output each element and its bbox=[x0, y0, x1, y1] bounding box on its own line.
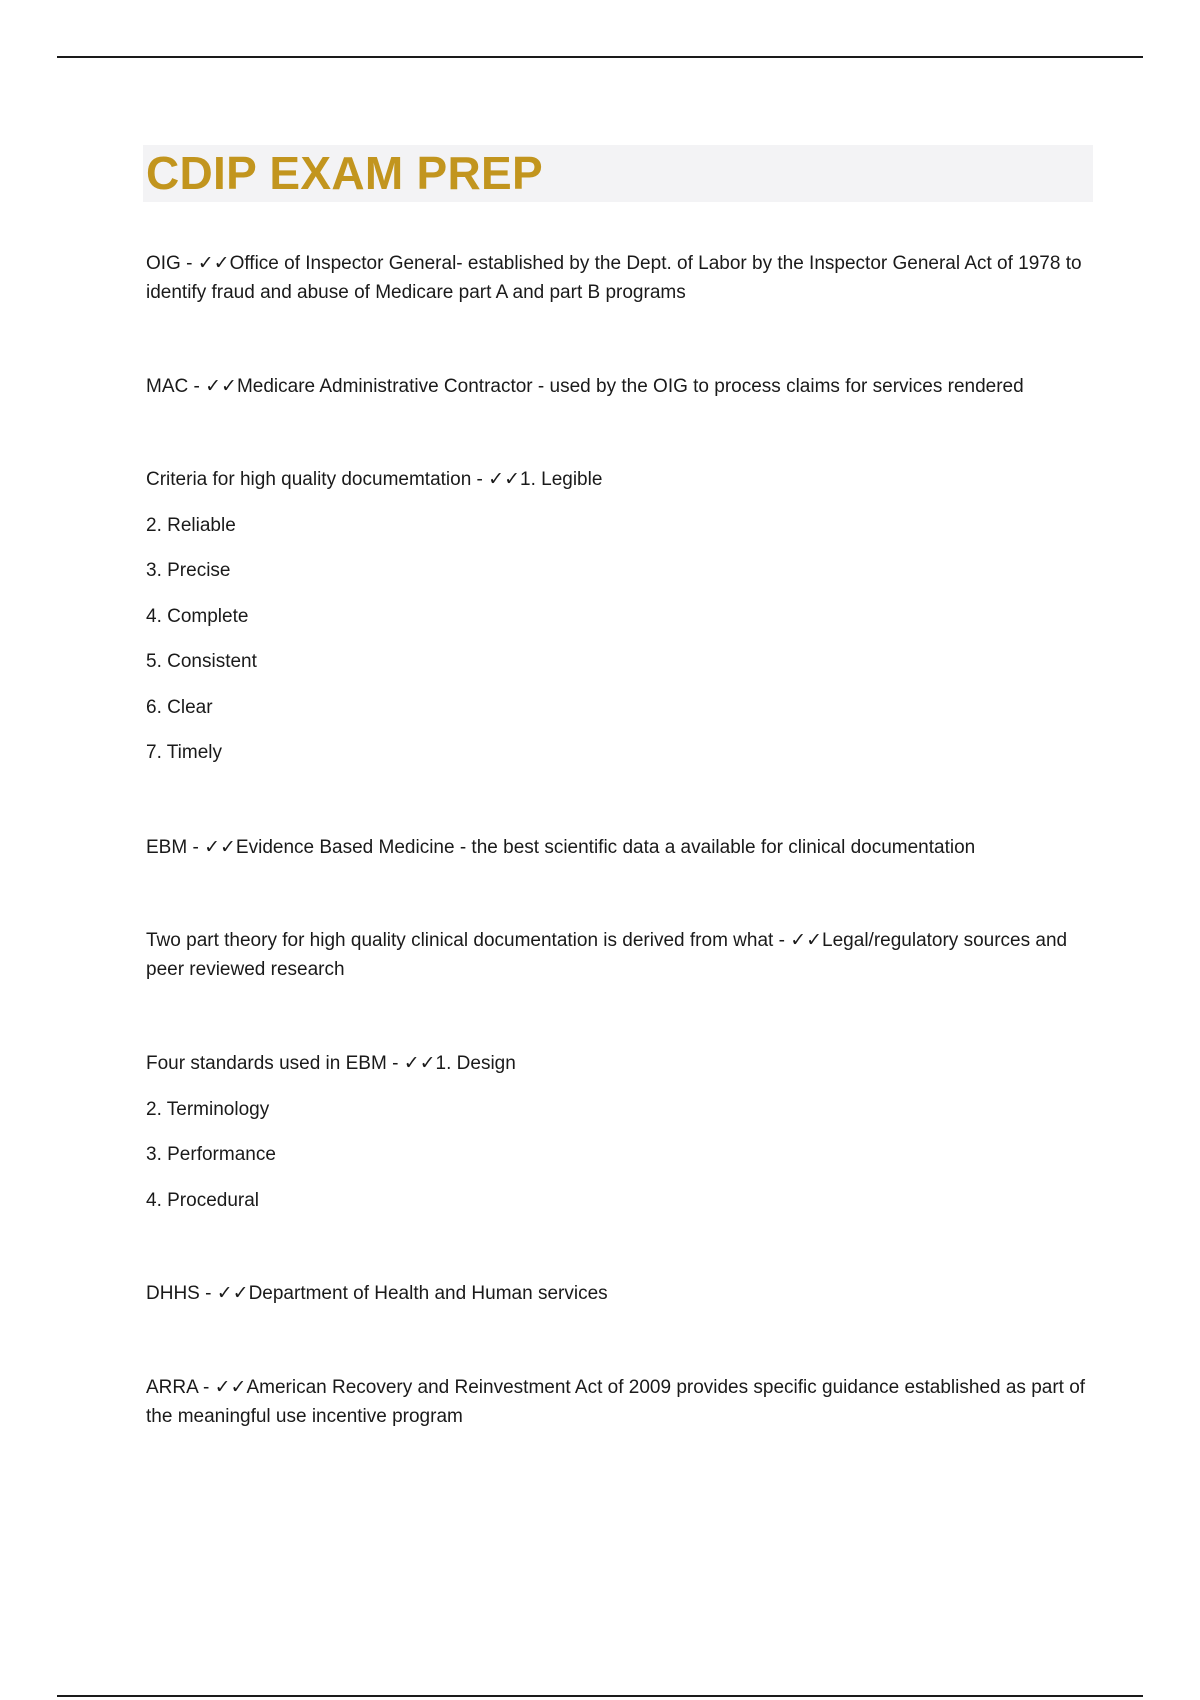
flashcard-dhhs bbox=[146, 1279, 1096, 1308]
check-mark-icon: ✓✓ bbox=[204, 837, 236, 858]
check-mark-icon: ✓✓ bbox=[205, 376, 237, 397]
card-text bbox=[146, 1373, 1096, 1431]
separator: - bbox=[188, 376, 206, 397]
check-mark-icon: ✓✓ bbox=[197, 253, 230, 274]
flashcard-two-part-theory bbox=[146, 926, 1096, 984]
card-text bbox=[146, 1049, 1096, 1078]
card-text bbox=[146, 833, 1096, 862]
list-item: 7. Timely bbox=[146, 742, 223, 763]
card-term: DHHS bbox=[146, 1283, 200, 1304]
top-divider bbox=[57, 56, 1143, 58]
flashcard-oig bbox=[146, 249, 1096, 307]
card-definition: Legal/regulatory sources and peer reviewed research bbox=[146, 930, 1068, 980]
card-definition: Department of Health and Human services bbox=[248, 1283, 608, 1304]
list-item: 2. Terminology bbox=[146, 1099, 270, 1120]
list-item: 6. Clear bbox=[146, 697, 213, 718]
separator: - bbox=[199, 1283, 217, 1304]
check-mark-icon: ✓✓ bbox=[214, 1377, 247, 1398]
card-text bbox=[146, 372, 1096, 401]
card-term: MAC bbox=[146, 376, 189, 397]
check-mark-icon: ✓✓ bbox=[403, 1053, 436, 1074]
card-definition: Evidence Based Medicine - the best scientific data a available for clinical documentation bbox=[235, 837, 976, 858]
card-term: Criteria for high quality documemtation bbox=[146, 469, 472, 490]
flashcard-four-standards bbox=[146, 1049, 1096, 1078]
card-term: OIG bbox=[146, 253, 181, 274]
separator: - bbox=[180, 253, 198, 274]
card-text bbox=[146, 249, 1096, 307]
flashcard-criteria bbox=[146, 465, 1096, 494]
separator: - bbox=[197, 1377, 215, 1398]
card-definition: 1. Legible bbox=[520, 469, 603, 490]
flashcard-ebm bbox=[146, 833, 1096, 862]
separator: - bbox=[187, 837, 205, 858]
list-item: 5. Consistent bbox=[146, 651, 257, 672]
check-mark-icon: ✓✓ bbox=[488, 469, 520, 490]
bottom-divider bbox=[57, 1695, 1143, 1697]
card-definition: American Recovery and Reinvestment Act of 2009 provides specific guidance established as part of the meaningful use incentive program bbox=[146, 1377, 1086, 1427]
list-item: 3. Performance bbox=[146, 1144, 276, 1165]
list-item: 4. Complete bbox=[146, 606, 249, 627]
separator: - bbox=[471, 469, 489, 490]
list-item: 2. Reliable bbox=[146, 515, 236, 536]
card-term: Two part theory for high quality clinical documentation is derived from what bbox=[146, 930, 774, 951]
list-item: 4. Procedural bbox=[146, 1190, 260, 1211]
card-term: ARRA bbox=[146, 1377, 198, 1398]
separator: - bbox=[386, 1053, 404, 1074]
flashcard-arra bbox=[146, 1373, 1096, 1431]
card-text bbox=[146, 1279, 1096, 1308]
list-item: 3. Precise bbox=[146, 560, 231, 581]
card-text bbox=[146, 926, 1096, 984]
card-definition: Medicare Administrative Contractor - used by the OIG to process claims for services rendered bbox=[236, 376, 1024, 397]
card-definition: Office of Inspector General- established by the Dept. of Labor by the Inspector General Act of 1978 to identify fraud and abuse of Medicare part A and part B programs bbox=[146, 253, 1082, 303]
card-definition: 1. Design bbox=[435, 1053, 516, 1074]
check-mark-icon: ✓✓ bbox=[790, 930, 823, 951]
check-mark-icon: ✓✓ bbox=[216, 1283, 249, 1304]
flashcard-mac bbox=[146, 372, 1096, 401]
page-title: CDIP EXAM PREP bbox=[146, 147, 543, 199]
card-term: Four standards used in EBM bbox=[146, 1053, 387, 1074]
card-term: EBM bbox=[146, 837, 188, 858]
separator: - bbox=[773, 930, 791, 951]
card-text bbox=[146, 465, 1096, 494]
